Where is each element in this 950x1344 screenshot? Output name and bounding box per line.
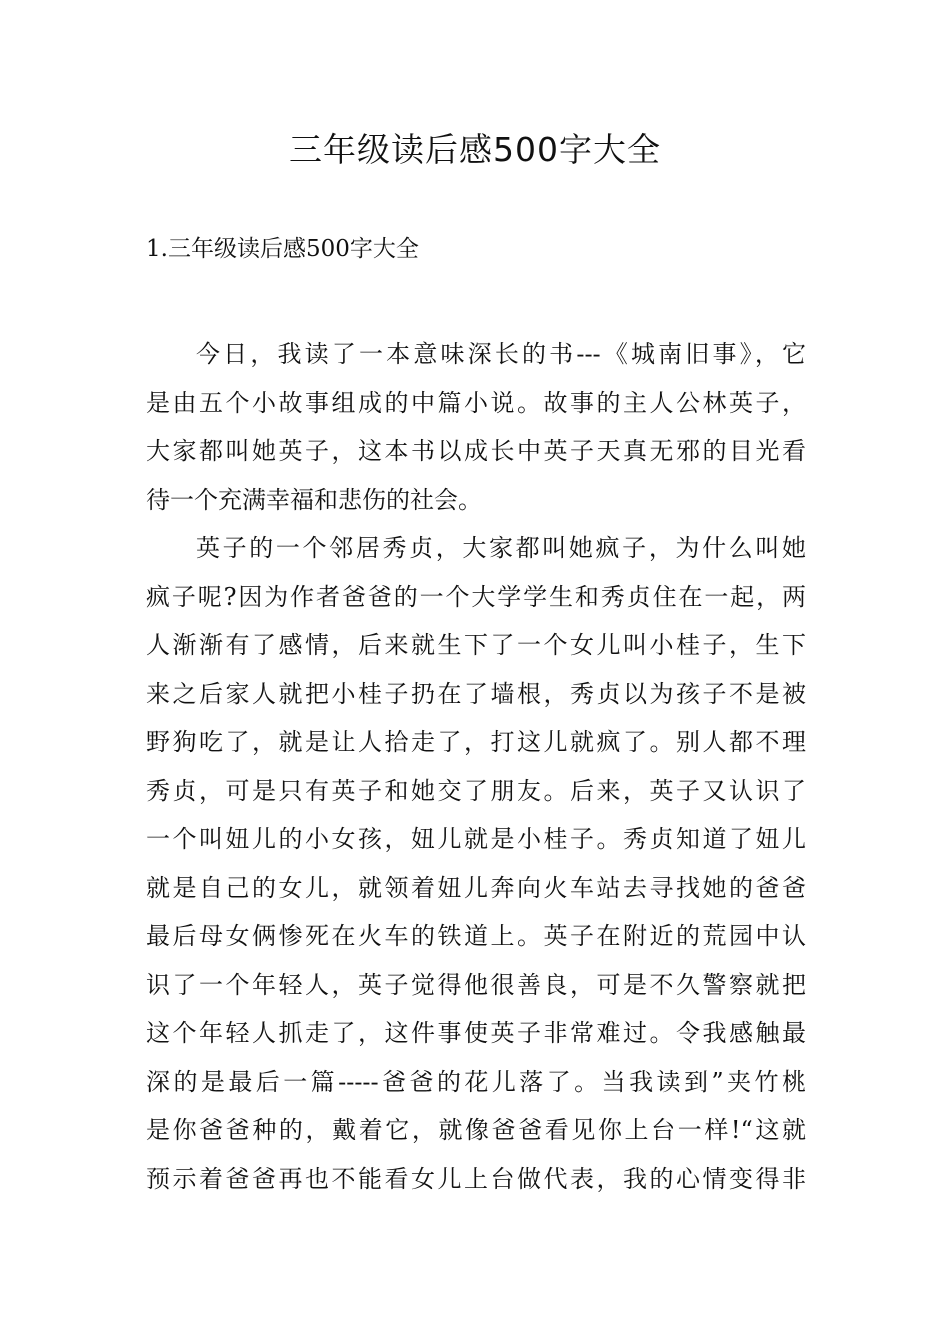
text-line: 大家都叫她英子，这本书以成长中英子天真无邪的目光看 xyxy=(146,437,806,465)
text-line: 是你爸爸种的，戴着它，就像爸爸看见你上台一样!“这就 xyxy=(146,1116,806,1144)
text-line: 一个叫妞儿的小女孩，妞儿就是小桂子。秀贞知道了妞儿 xyxy=(146,825,806,853)
text-line: 就是自己的女儿，就领着妞儿奔向火车站去寻找她的爸爸 xyxy=(146,873,806,902)
paragraph xyxy=(146,524,806,1203)
paragraph xyxy=(146,330,806,524)
text-line: 是由五个小故事组成的中篇小说。故事的主人公林英子， xyxy=(146,388,806,417)
text-line: 这个年轻人抓走了，这件事使英子非常难过。令我感触最 xyxy=(146,1019,806,1047)
text-line: 待一个充满幸福和悲伤的社会。 xyxy=(146,485,482,514)
body-text xyxy=(146,330,806,1203)
text-line: 深的是最后一篇-----爸爸的花儿落了。当我读到”夹竹桃 xyxy=(146,1067,806,1096)
document-title: 三年级读后感500字大全 xyxy=(289,130,661,169)
text-line: 秀贞，可是只有英子和她交了朋友。后来，英子又认识了 xyxy=(146,776,806,805)
text-line: 今日，我读了一本意味深长的书---《城南旧事》，它 xyxy=(196,340,806,368)
text-line: 野狗吃了，就是让人拾走了，打这儿就疯了。别人都不理 xyxy=(146,728,806,756)
text-line: 最后母女俩惨死在火车的铁道上。英子在附近的荒园中认 xyxy=(146,922,806,950)
section-heading: 1.三年级读后感500字大全 xyxy=(146,236,419,262)
text-line: 英子的一个邻居秀贞，大家都叫她疯子，为什么叫她 xyxy=(196,534,806,562)
text-line: 来之后家人就把小桂子扔在了墙根，秀贞以为孩子不是被 xyxy=(146,679,806,708)
text-line: 识了一个年轻人，英子觉得他很善良，可是不久警察就把 xyxy=(146,970,806,999)
text-line: 预示着爸爸再也不能看女儿上台做代表，我的心情变得非 xyxy=(146,1164,806,1193)
text-line: 疯子呢?因为作者爸爸的一个大学学生和秀贞住在一起，两 xyxy=(146,582,806,611)
text-line: 人渐渐有了感情，后来就生下了一个女儿叫小桂子，生下 xyxy=(146,631,806,659)
